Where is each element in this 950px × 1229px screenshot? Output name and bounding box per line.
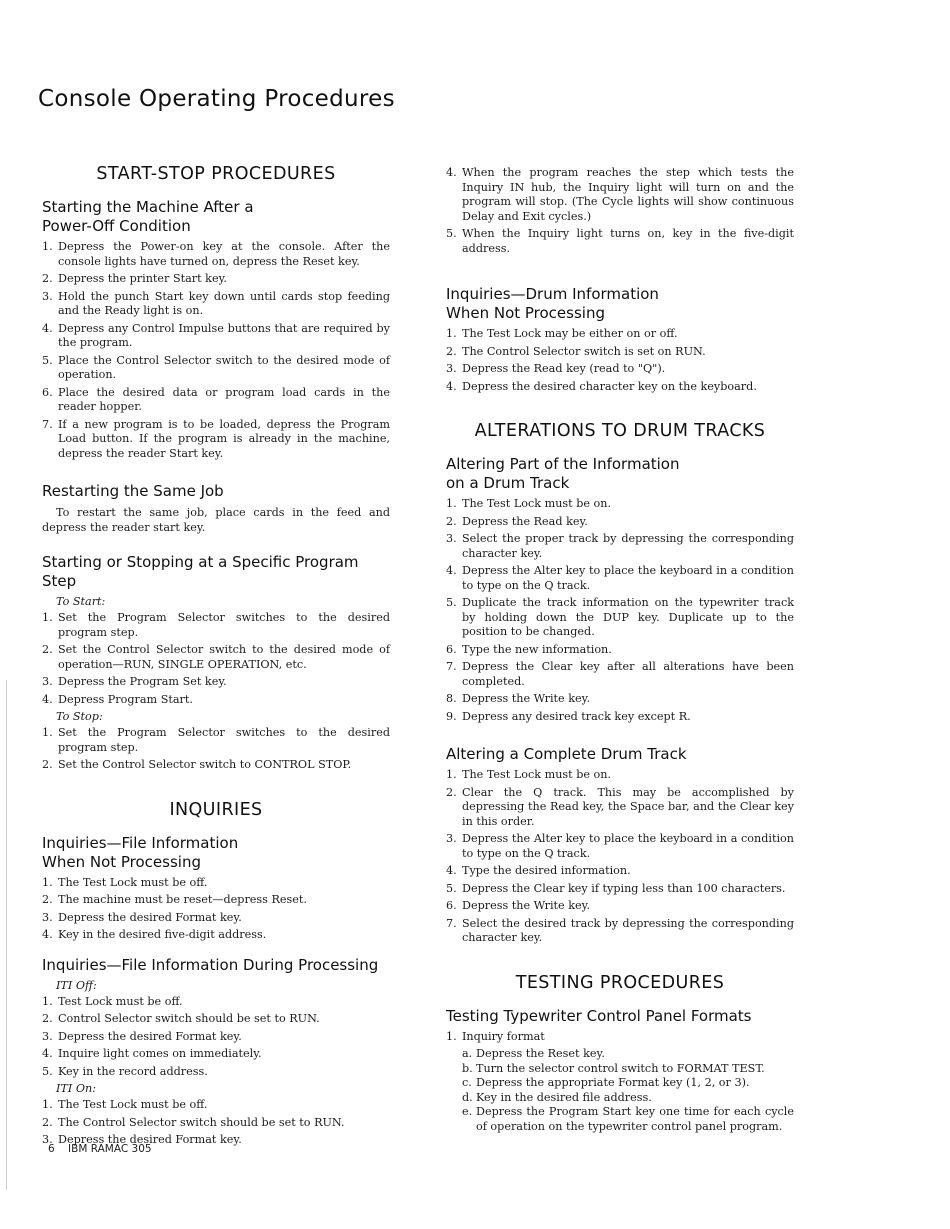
list-item: 2. The Control Selector switch should be set to RUN. — [42, 1115, 345, 1129]
to-stop-steps — [42, 726, 390, 773]
subheading-line: When Not Processing — [446, 304, 605, 322]
power-off-steps — [42, 240, 390, 461]
left-column — [42, 158, 390, 1151]
list-item-text: Depress the Reset key. — [476, 1047, 605, 1060]
list-item-text: Hold the punch Start key down until cards stop feeding and the Ready light is on. — [58, 289, 390, 317]
list-item: 2. Depress the Read key. — [446, 514, 588, 528]
list-item-text: Inquire light comes on immediately. — [58, 1047, 262, 1060]
list-item-text: Key in the record address. — [58, 1064, 208, 1078]
subheading-line: When Not Processing — [42, 852, 201, 871]
list-item: 4. When the program reaches the step which tests the Inquiry IN hub, the Inquiry light will turn on and the program will stop. (The Cycle lights will show continuous Delay and Exit cycles.) — [446, 166, 794, 223]
subheading-line: Inquiries—File Information — [42, 833, 239, 852]
list-item: 1. The Test Lock must be on. — [446, 768, 612, 781]
subheading-line: Altering a Complete Drum Track — [446, 745, 687, 763]
to-start-label: To Start: — [56, 595, 106, 608]
testing-steps — [446, 1030, 794, 1045]
list-item-text: Duplicate the track information on the typewriter track by holding down the DUP key. Duplicate up to the position to be changed. — [462, 596, 794, 638]
list-item-text: The Control Selector switch should be set to RUN. — [58, 1115, 345, 1129]
iti-on-steps-part1 — [42, 1098, 390, 1148]
list-item: 7. If a new program is to be loaded, depress the Program Load button. If the program is already in the machine, depress the reader Start key. — [42, 417, 390, 460]
list-item: 2. Set the Control Selector switch to the desired mode of operation—RUN, SINGLE OPERATION, etc. — [42, 643, 390, 671]
list-item: c. Depress the appropriate Format key (1, 2, or 3). — [462, 1076, 750, 1089]
subheading-power-off — [42, 198, 390, 236]
list-item: 4. Depress the desired character key on the keyboard. — [446, 379, 757, 393]
list-item: 4. Depress the Alter key to place the keyboard in a condition to type on the Q track. — [446, 564, 794, 592]
list-item-text: Depress any Control Impulse buttons that are required by the program. — [58, 321, 390, 349]
list-item: 3. Hold the punch Start key down until cards stop feeding and the Ready light is on. — [42, 289, 390, 317]
list-item-text: Place the Control Selector switch to the desired mode of operation. — [58, 353, 390, 381]
list-item-text: Key in the desired five-digit address. — [58, 928, 267, 941]
drum-not-processing-steps — [446, 327, 794, 394]
list-item: 3. Depress the Read key (read to "Q"). — [446, 362, 666, 375]
list-item-text: Depress the printer Start key. — [58, 272, 227, 285]
list-item: 1. The Test Lock must be off. — [42, 1098, 208, 1111]
list-item: 2. Depress the printer Start key. — [42, 272, 227, 285]
list-item: 9. Depress any desired track key except R. — [446, 709, 691, 723]
list-item-text: Set the Program Selector switches to the desired program step. — [58, 726, 390, 754]
subheading-line: Testing Typewriter Control Panel Formats — [446, 1006, 752, 1025]
list-item-text: Depress the Alter key to place the keyboard in a condition to type on the Q track. — [462, 564, 794, 592]
list-item-text: Inquiry format — [462, 1029, 545, 1043]
file-not-processing-steps — [42, 876, 390, 943]
subheading-altering-part — [446, 455, 794, 493]
testing-substeps — [462, 1047, 794, 1134]
list-item-text: Depress Program Start. — [58, 692, 193, 706]
list-item-text: Test Lock must be off. — [58, 994, 183, 1008]
list-item: 4. Depress Program Start. — [42, 692, 193, 706]
subheading-line: Power-Off Condition — [42, 217, 191, 235]
list-item-text: Control Selector switch should be set to RUN. — [58, 1012, 320, 1025]
list-item-text: Select the proper track by depressing the corresponding character key. — [462, 532, 794, 560]
list-item: 6. Type the new information. — [446, 642, 612, 656]
to-start-steps — [42, 611, 390, 707]
list-item: 3. Depress the desired Format key. — [42, 1133, 242, 1146]
list-item-text: If a new program is to be loaded, depress the Program Load button. If the program is already in the machine, depress the reader Start key. — [58, 417, 390, 460]
list-item-text: The Test Lock must be off. — [58, 875, 208, 889]
page-number: 6 — [48, 1143, 55, 1155]
list-item-text: Depress the Clear key if typing less than 100 characters. — [462, 881, 786, 895]
list-item-text: The Test Lock must be off. — [58, 1098, 208, 1111]
list-item: 2. Clear the Q track. This may be accomplished by depressing the Read key, the Space bar, and the Clear key in this order. — [446, 785, 794, 828]
subheading-line: Inquiries—File Information During Processing — [42, 955, 379, 974]
list-item-text: Depress the desired Format key. — [58, 910, 242, 924]
iti-off-steps — [42, 995, 390, 1080]
page-edge-mark — [6, 680, 7, 1190]
to-stop-label: To Stop: — [56, 710, 103, 723]
list-item: 2. Set the Control Selector switch to CONTROL STOP. — [42, 758, 352, 771]
list-item-text: Depress the desired Format key. — [58, 1133, 242, 1146]
subheading-line: Starting or Stopping at a Specific Program Step — [42, 553, 359, 590]
right-column — [446, 158, 794, 1134]
footer-label: IBM RAMAC 305 — [68, 1143, 152, 1155]
page-footer — [48, 1143, 152, 1155]
list-item: 4. Depress any Control Impulse buttons that are required by the program. — [42, 321, 390, 349]
list-item-text: When the program reaches the step which tests the Inquiry IN hub, the Inquiry light will turn on and the program will stop. (The Cycle lights will show continuous Delay and Exit cycles.) — [462, 166, 794, 223]
iti-on-label: ITI On: — [56, 1082, 97, 1095]
subheading-line: Restarting the Same Job — [42, 482, 224, 500]
list-item: 6. Depress the Write key. — [446, 899, 591, 912]
subheading-specific-step — [42, 553, 390, 591]
list-item-text: Set the Program Selector switches to the desired program step. — [58, 611, 390, 639]
list-item-text: Select the desired track by depressing the corresponding character key. — [462, 916, 794, 944]
list-item: 1. The Test Lock must be off. — [42, 875, 208, 889]
list-item-text: Depress the Write key. — [462, 899, 591, 912]
list-item-text: When the Inquiry light turns on, key in the five-digit address. — [462, 227, 794, 255]
list-item-text: The Test Lock must be on. — [462, 768, 612, 781]
subheading-file-not-processing — [42, 834, 390, 872]
section-title-start-stop: START-STOP PROCEDURES — [96, 164, 336, 184]
list-item-text: Depress the desired Format key. — [58, 1029, 242, 1043]
subheading-altering-complete — [446, 745, 794, 764]
list-item-text: The Test Lock must be on. — [462, 497, 612, 510]
list-item: 4. Type the desired information. — [446, 864, 631, 877]
list-item-text: Set the Control Selector switch to CONTROL STOP. — [58, 758, 352, 771]
subheading-line: on a Drum Track — [446, 474, 570, 492]
list-item: 2. The Control Selector switch is set on RUN. — [446, 344, 706, 358]
list-item-text: Depress the appropriate Format key (1, 2, or 3). — [476, 1076, 750, 1089]
list-item-text: Depress the Program Set key. — [58, 675, 227, 688]
list-item: 1. Depress the Power-on key at the console. After the console lights have turned on, depress the Reset key. — [42, 240, 390, 268]
list-item: 3. Depress the Program Set key. — [42, 675, 227, 688]
list-item-text: The Test Lock may be either on or off. — [462, 327, 678, 340]
list-item: 3. Select the proper track by depressing the corresponding character key. — [446, 532, 794, 560]
list-item: 3. Depress the desired Format key. — [42, 910, 242, 924]
list-item-text: Depress any desired track key except R. — [462, 709, 691, 723]
list-item-text: Depress the Alter key to place the keyboard in a condition to type on the Q track. — [462, 832, 794, 860]
list-item: e. Depress the Program Start key one time for each cycle of operation on the typewriter control panel program. — [462, 1105, 794, 1133]
subheading-restart — [42, 482, 390, 501]
restart-paragraph: To restart the same job, place cards in the feed and depress the reader start key. — [42, 506, 390, 534]
list-item: 1. Set the Program Selector switches to the desired program step. — [42, 726, 390, 754]
subheading-line: Inquiries—Drum Information — [446, 285, 659, 303]
list-item: 6. Place the desired data or program load cards in the reader hopper. — [42, 385, 390, 413]
list-item-text: Set the Control Selector switch to the desired mode of operation—RUN, SINGLE OPERATION, etc. — [58, 643, 390, 671]
subheading-drum-not-processing — [446, 285, 794, 323]
altering-complete-steps — [446, 768, 794, 946]
section-title-testing: TESTING PROCEDURES — [515, 972, 725, 993]
list-item-text: Place the desired data or program load cards in the reader hopper. — [58, 385, 390, 413]
list-item: 3. Depress the Alter key to place the keyboard in a condition to type on the Q track. — [446, 832, 794, 860]
list-item-text: Depress the Power-on key at the console. After the console lights have turned on, depress the Reset key. — [58, 240, 390, 268]
iti-on-steps-part2 — [446, 166, 794, 256]
list-item: 5. Key in the record address. — [42, 1064, 208, 1078]
list-item-text: Depress the Read key (read to "Q"). — [462, 362, 666, 375]
list-item-text: Type the desired information. — [462, 864, 631, 877]
page-title: Console Operating Procedures — [38, 86, 395, 112]
section-title-alterations: ALTERATIONS TO DRUM TRACKS — [474, 421, 766, 441]
subheading-testing-typewriter — [446, 1007, 794, 1026]
list-item: d. Key in the desired file address. — [462, 1090, 652, 1104]
list-item: 7. Depress the Clear key after all alterations have been completed. — [446, 660, 794, 688]
list-item: 1. Set the Program Selector switches to the desired program step. — [42, 611, 390, 639]
list-item: 1. Test Lock must be off. — [42, 994, 183, 1008]
list-item: 1. Inquiry format — [446, 1029, 545, 1043]
list-item: b. Turn the selector control switch to FORMAT TEST. — [462, 1061, 765, 1075]
list-item: 5. Duplicate the track information on the typewriter track by holding down the DUP key. Duplicate up to the position to be changed. — [446, 596, 794, 638]
list-item-text: Depress the Read key. — [462, 514, 588, 528]
list-item-text: Key in the desired file address. — [476, 1090, 652, 1104]
list-item: 5. When the Inquiry light turns on, key in the five-digit address. — [446, 227, 794, 255]
section-title-inquiries: INQUIRIES — [169, 799, 263, 820]
subheading-line: Altering Part of the Information — [446, 455, 680, 473]
list-item-text: Depress the Write key. — [462, 692, 591, 705]
list-item-text: The machine must be reset—depress Reset. — [58, 893, 307, 906]
list-item: 2. The machine must be reset—depress Reset. — [42, 893, 307, 906]
subheading-line: Starting the Machine After a — [42, 198, 254, 216]
list-item-text: Depress the Program Start key one time for each cycle of operation on the typewriter control panel program. — [476, 1105, 794, 1133]
list-item: 5. Depress the Clear key if typing less than 100 characters. — [446, 881, 786, 895]
list-item-text: The Control Selector switch is set on RUN. — [462, 344, 706, 358]
list-item-text: Depress the Clear key after all alterations have been completed. — [462, 660, 794, 688]
list-item-text: Clear the Q track. This may be accomplished by depressing the Read key, the Space bar, and the Clear key in this order. — [462, 785, 794, 828]
list-item: 8. Depress the Write key. — [446, 692, 591, 705]
list-item: 4. Key in the desired five-digit address. — [42, 928, 267, 941]
list-item: 1. The Test Lock must be on. — [446, 497, 612, 510]
list-item-text: Depress the desired character key on the keyboard. — [462, 379, 757, 393]
subheading-file-during — [42, 956, 390, 975]
list-item-text: Turn the selector control switch to FORMAT TEST. — [476, 1061, 765, 1075]
list-item: 1. The Test Lock may be either on or off. — [446, 327, 678, 340]
list-item: 5. Place the Control Selector switch to the desired mode of operation. — [42, 353, 390, 381]
iti-off-label: ITI Off: — [56, 978, 97, 992]
list-item: a. Depress the Reset key. — [462, 1047, 605, 1060]
list-item: 4. Inquire light comes on immediately. — [42, 1047, 262, 1060]
list-item: 3. Depress the desired Format key. — [42, 1029, 242, 1043]
list-item-text: Type the new information. — [462, 642, 612, 656]
list-item: 7. Select the desired track by depressing the corresponding character key. — [446, 916, 794, 944]
list-item: 2. Control Selector switch should be set to RUN. — [42, 1012, 320, 1025]
altering-part-steps — [446, 497, 794, 724]
